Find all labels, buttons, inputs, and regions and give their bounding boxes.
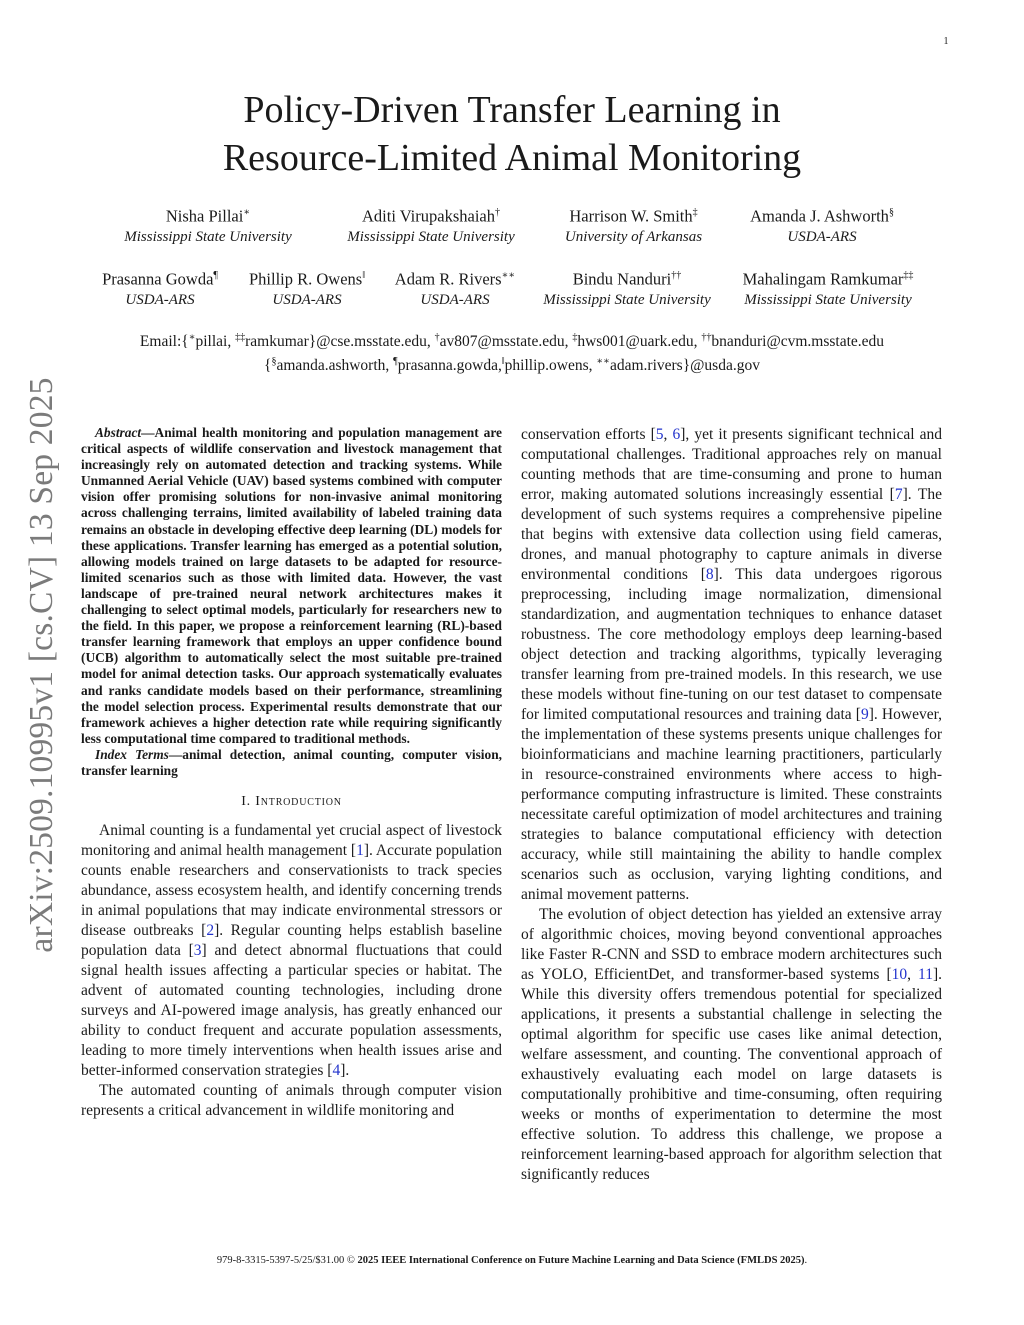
author-name: Adam R. Rivers∗∗ xyxy=(394,269,516,289)
abstract-text: Animal health monitoring and population management are critical aspects of wildlife conservation and livestock management that increasingly rely on automated detection and tracking systems. While Unmanned Aerial Vehicle (UAV) based systems combined with computer vision offer promising solutions for non-invasive animal monitoring across challenging terrains, limited availability of labeled training data remains an obstacle in developing effective deep learning (DL) models for these applications. Transfer learning has emerged as a potential solution, allowing models trained on large datasets to be adapted for resource-limited scenarios such as those with limited data. However, the vast landscape of pre-trained neural network architectures makes it challenging to select optimal models, particularly for researchers new to the field. In this paper, we propose a reinforcement learning (RL)-based transfer learning framework that employs an upper confidence bound (UCB) algorithm to automatically select the most suitable pre-trained model for animal detection tasks. Our approach systematically evaluates and ranks candidate models based on their performance, streamlining the model selection process. Experimental results demonstrate that our framework achieves a higher detection rate while requiring significantly less computational time compared to traditional methods. xyxy=(81,425,502,746)
author-block xyxy=(382,266,528,310)
title-line-1: Policy-Driven Transfer Learning in xyxy=(243,89,781,131)
author-affiliation: USDA-ARS xyxy=(272,291,342,308)
index-terms: Index Terms—animal detection, animal counting, computer vision, transfer learning xyxy=(81,746,502,778)
citation-link[interactable]: 5 xyxy=(655,426,664,443)
author-affiliation: Mississippi State University xyxy=(124,228,292,245)
author-name: Bindu Nanduri†† xyxy=(572,269,682,289)
author-name: Prasanna Gowda¶ xyxy=(102,269,218,289)
paragraph: conservation efforts [5, 6], yet it presents significant technical and computational challenges. Traditional approaches rely on manual counting methods that are time-consuming and prone to human error, making automated solutions increasingly essential [7]. The development of such systems requires a comprehensive pipeline that begins with extensive data collection using field cameras, drones, and manual photography to capture animals in diverse environmental conditions [8]. This data undergoes rigorous preprocessing, including image normalization, dimensional standardization, and augmentation techniques to enhance dataset robustness. The core methodology employs deep learning-based object detection and tracking algorithms, typically leveraging transfer learning from pre-trained models. In this research, we use these models without fine-tuning on our test dataset to compensate for limited computational resources and training data [9]. However, the implementation of these systems presents unique challenges for bioinformaticians and machine learning practitioners, particularly in resource-constrained environments where access to high-performance computing infrastructure is limited. These constraints necessitate careful optimization of model architectures and training strategies to balance computational efficiency with detection accuracy, while still maintaining the ability to handle complex scenarios such as occlusion, varying lighting conditions, and animal movement patterns. xyxy=(521,426,943,903)
paragraph: Animal counting is a fundamental yet crucial aspect of livestock monitoring and animal health management [1]. Accurate population counts enable researchers and conservationists to track species abundance, assess ecosystem health, and identify concerning trends in animal populations that may indicate environmental stressors or disease outbreaks [2]. Regular counting helps establish baseline population data [3] and detect abnormal fluctuations that could signal health issues affecting a particular species or habitat. The advent of automated counting technologies, including drone surveys and AI-powered image analysis, has greatly enhanced our ability to conduct frequent and accurate population assessments, leading to more timely interventions when health issues arise and better-informed conservation strategies [4]. xyxy=(81,822,503,1080)
author-name: Harrison W. Smith‡ xyxy=(569,206,698,226)
author-affiliation: USDA-ARS xyxy=(787,228,857,245)
author-name: Mahalingam Ramkumar‡‡ xyxy=(742,269,914,289)
citation-link[interactable]: 1 xyxy=(356,842,364,860)
citation-link[interactable]: 2 xyxy=(206,922,215,940)
author-name: Nisha Pillai∗ xyxy=(165,206,251,226)
arxiv-stamp-text: arXiv:2509.10995v1 [cs.CV] 13 Sep 2025 xyxy=(23,377,60,953)
author-block xyxy=(733,203,911,247)
left-column xyxy=(81,425,502,1121)
author-block xyxy=(728,266,928,310)
index-terms-label: Index Terms xyxy=(95,746,169,762)
index-terms-text: animal detection, animal counting, computer vision, transfer learning xyxy=(81,746,502,778)
abstract-label: Abstract xyxy=(95,425,142,440)
title-line-2: Resource-Limited Animal Monitoring xyxy=(222,137,802,179)
author-affiliation: Mississippi State University xyxy=(347,228,515,245)
author-affiliation: University of Arkansas xyxy=(564,228,703,245)
author-emails xyxy=(100,328,924,376)
author-block xyxy=(86,266,234,310)
paragraph: The evolution of object detection has yielded an extensive array of algorithmic choices, moving beyond conventional approaches like Faster R-CNN and SSD to embrace modern architectures such as YOLO, EfficientDet, and transformer-based systems [10, 11]. While this diversity offers tremendous potential for specialized applications, it presents a substantial challenge in selecting the optimal algorithm for specific use cases like animal detection, welfare assessment, and counting. The conventional approach of exhaustively evaluating each model on large datasets is computationally prohibitive and time-consuming, often requiring weeks or months of experimentation to determine the most effective solution. To address this challenge, we propose a reinforcement learning-based approach for algorithm selection that significantly reduces xyxy=(521,906,942,1183)
citation-link[interactable]: 10 xyxy=(891,966,908,983)
email-line-2: {§amanda.ashworth, ¶prasanna.gowda,‖phillip.owens, ∗∗adam.rivers}@usda.gov xyxy=(264,356,760,375)
author-affiliation: USDA-ARS xyxy=(125,291,195,308)
paper-title xyxy=(120,86,904,182)
citation-link[interactable]: 4 xyxy=(332,1062,341,1080)
author-affiliation: Mississippi State University xyxy=(744,291,912,308)
page-number: 1 xyxy=(943,36,949,47)
author-name: Aditi Virupakshaiah† xyxy=(362,206,500,226)
author-name: Phillip R. Owens‖ xyxy=(248,269,366,289)
citation-link[interactable]: 8 xyxy=(705,566,714,583)
paragraph: The automated counting of animals through computer vision represents a critical advancement in wildlife monitoring and xyxy=(81,1082,502,1120)
author-block xyxy=(326,203,536,247)
author-affiliation: Mississippi State University xyxy=(543,291,711,308)
author-name: Amanda J. Ashworth§ xyxy=(750,206,894,226)
citation-link[interactable]: 7 xyxy=(894,486,903,503)
author-block xyxy=(100,203,316,247)
abstract: Abstract—Animal health monitoring and population management are critical aspects of wildlife conservation and livestock management that increasingly rely on automated detection and tracking systems. While Unmanned Aerial Vehicle (UAV) based systems combined with computer vision offer promising solutions for non-invasive animal monitoring across challenging terrains, limited availability of labeled training data remains an obstacle in developing effective deep learning (DL) models for these applications. Transfer learning has emerged as a potential solution, allowing models trained on large datasets to be adapted for resource-limited scenarios such as those with limited data. However, the vast landscape of pre-trained neural network architectures makes it challenging to select optimal models, particularly for researchers new to the field. In this paper, we propose a reinforcement learning (RL)-based transfer learning framework that employs an upper confidence bound (UCB) algorithm to automatically select the most suitable pre-trained model for animal detection tasks. Our approach systematically evaluates and ranks candidate models based on their performance, streamlining the model selection process. Experimental results demonstrate that our framework achieves a higher detection rate while requiring significantly less computational time compared to traditional methods. xyxy=(81,425,502,746)
citation-link[interactable]: 9 xyxy=(860,706,869,723)
section-heading: I. Introduction xyxy=(241,794,342,810)
author-block xyxy=(529,266,725,310)
author-block xyxy=(541,203,726,247)
copyright-footer: 979-8-3315-5397-5/25/$31.00 © 2025 IEEE International Conference on Future Machine Learning and Data Science (FMLDS 2025). xyxy=(216,1255,808,1266)
citation-link[interactable]: 11 xyxy=(918,966,933,983)
email-line-1: Email:{∗pillai, ‡‡ramkumar}@cse.msstate.edu, †av807@msstate.edu, ‡hws001@uark.edu, ††bnanduri@cvm.msstate.edu xyxy=(139,332,885,351)
right-column xyxy=(521,425,942,1185)
author-affiliation: USDA-ARS xyxy=(420,291,490,308)
author-block xyxy=(234,266,380,310)
citation-link[interactable]: 3 xyxy=(193,942,202,960)
citation-link[interactable]: 6 xyxy=(672,426,681,443)
